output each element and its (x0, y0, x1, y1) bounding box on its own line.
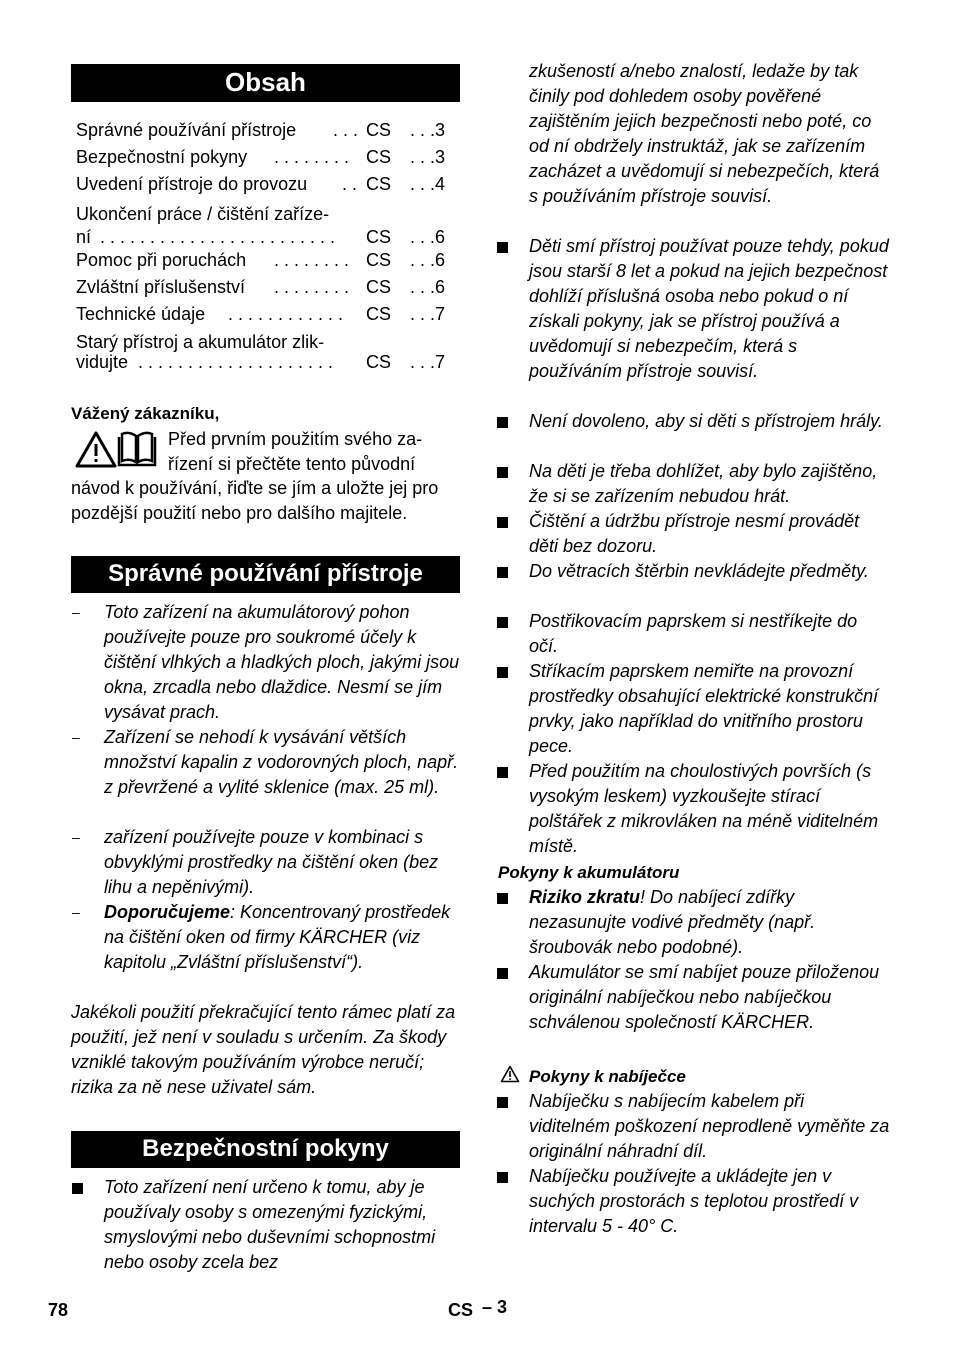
toc-entry[interactable]: Uvedení přístroje do provozu . . CS . . .4 (76, 174, 446, 194)
manual-book-icon (116, 431, 158, 469)
toc-entry[interactable]: Správné používání přístroje . . . CS . . .3 (76, 120, 446, 140)
square-bullet (497, 1097, 508, 1108)
list-item: Riziko zkratu! Do nabíjecí zdířky nezasunujte vodivé předměty (např. šroubovák nebo podobné). (529, 885, 890, 960)
page-number: 78 (48, 1300, 69, 1320)
square-bullet (497, 968, 508, 979)
section-heading-safety: Bezpečnostní pokyny (71, 1131, 460, 1168)
square-bullet (72, 1183, 83, 1194)
list-item: Nabíječku s nabíjecím kabelem při viditelném poškození neprodleně vyměňte za originální náhradní díl. (529, 1089, 890, 1164)
list-item: – Doporučujeme: Koncentrovaný prostředek na čištění oken od firmy KÄRCHER (viz kapitolu „Zvláštní příslušenství“). (72, 902, 451, 972)
list-item: Postřikovacím paprskem si nestříkejte do očí. (529, 609, 890, 659)
list-item: Do větracích štěrbin nevkládejte předměty. (529, 559, 890, 584)
square-bullet (497, 417, 508, 428)
footer-language: CS (448, 1300, 474, 1320)
dash-bullet: – (72, 904, 80, 920)
greeting: Vážený zákazníku, (71, 404, 220, 423)
section-heading-intended-use: Správné používání přístroje (71, 556, 460, 593)
list-item: Není dovoleno, aby si děti s přístrojem hrály. (529, 409, 890, 434)
square-bullet (497, 1172, 508, 1183)
list-item: Stříkacím paprskem nemiřte na provozní prostředky obsahující elektrické konstrukční prvky, jako například do vnitřního prostoru pece. (529, 659, 890, 759)
list-item: Toto zařízení není určeno k tomu, aby je používaly osoby s omezenými fyzickými, smyslovými nebo duševními schopnostmi nebo osoby zcela bez (104, 1175, 460, 1275)
toc-heading: Obsah (71, 64, 460, 102)
intro-text: návod k používání, řiďte se jím a uložte jej pro pozdější použití nebo pro dalšího majitele. (71, 478, 439, 523)
square-bullet (497, 893, 508, 904)
square-bullet (497, 467, 508, 478)
toc-entry[interactable]: Technické údaje . . . . . . . . . . . . CS . . .7 (76, 304, 446, 324)
square-bullet (497, 667, 508, 678)
battery-heading: Pokyny k akumulátoru (498, 863, 680, 882)
dash-bullet: – (72, 829, 80, 845)
list-item: Akumulátor se smí nabíjet pouze přiloženou originální nabíječkou nebo nabíječkou schválenou společností KÄRCHER. (529, 960, 890, 1035)
warning-icon (500, 1065, 520, 1083)
list-item: Nabíječku používejte a ukládejte jen v suchých prostorách s teplotou prostředí v intervalu 5 - 40° C. (529, 1164, 890, 1239)
list-item: Děti smí přístroj používat pouze tehdy, pokud jsou starší 8 let a pokud na jejich bezpečnost dohlíží příslušná osoba nebo pokud o ní získali pokyny, jak se přístroj používá a uvědomují si nebezpečím, která s používáním přístroje souvisí. (529, 234, 890, 384)
list-item: Na děti je třeba dohlížet, aby bylo zajištěno, že si se zařízením nebudou hrát. (529, 459, 890, 509)
toc-entry[interactable]: Bezpečnostní pokyny . . . . . . . . CS . . .3 (76, 147, 446, 167)
intended-use-note: Jakékoli použití překračující tento rámec platí za použití, jež není v souladu s určením. Za škody vzniklé takovým používáním výrobce neručí; rizika za ně nese uživatel sám. (71, 1002, 456, 1097)
list-item: – Toto zařízení na akumulátorový pohon používejte pouze pro soukromé účely k čištění vlhkých a hladkých ploch, jakými jsou okna, zrcadla nebo dlaždice. Nesmí se jím vysávat prach. (72, 602, 460, 722)
toc-entry[interactable]: Zvláštní příslušenství . . . . . . . . CS . . .6 (76, 277, 446, 297)
toc-entry[interactable]: Pomoc při poruchách . . . . . . . . CS . . .6 (76, 250, 446, 270)
footer-section-page: – 3 (482, 1297, 508, 1317)
intro-line-1: Před prvním použitím svého za- (168, 429, 423, 449)
square-bullet (497, 567, 508, 578)
list-item: – zařízení používejte pouze v kombinaci s obvyklými prostředky na čištění oken (bez lihu a nepěnivými). (72, 827, 439, 897)
intro-line-2: řízení si přečtěte tento původní (168, 454, 416, 474)
square-bullet (497, 767, 508, 778)
list-item: Před použitím na choulostivých površích (s vysokým leskem) vyzkoušejte stírací polštářek z mikrovláken na méně viditelném místě. (529, 759, 890, 859)
charger-heading: Pokyny k nabíječce (529, 1067, 686, 1086)
square-bullet (497, 242, 508, 253)
continued-text: zkušeností a/nebo znalostí, ledaže by tak činily pod dohledem osoby pověřené zajištěním jejich bezpečnosti nebo poté, co od ní obdržely instruktáž, jak se zařízením zacházet a uvědomují si nebezpečích, která s používáním přístroje souvisí. (529, 61, 880, 206)
dash-bullet: – (72, 729, 80, 745)
square-bullet (497, 617, 508, 628)
square-bullet (497, 517, 508, 528)
list-item: – Zařízení se nehodí k vysávání větších množství kapalin z vodorovných ploch, např. z převržené a vylité sklenice (max. 25 ml). (72, 727, 459, 797)
toc-entry[interactable]: Ukončení práce / čištění zaříze- ní . . . . . . . . . . . . . . . . . . . . . . . . CS . . .6 (76, 204, 446, 247)
list-item: Čištění a údržbu přístroje nesmí provádět děti bez dozoru. (529, 509, 890, 559)
dash-bullet: – (72, 604, 80, 620)
toc-entry[interactable]: Starý přístroj a akumulátor zlik- vidujte . . . . . . . . . . . . . . . . . . . . CS . . .7 (76, 332, 446, 372)
